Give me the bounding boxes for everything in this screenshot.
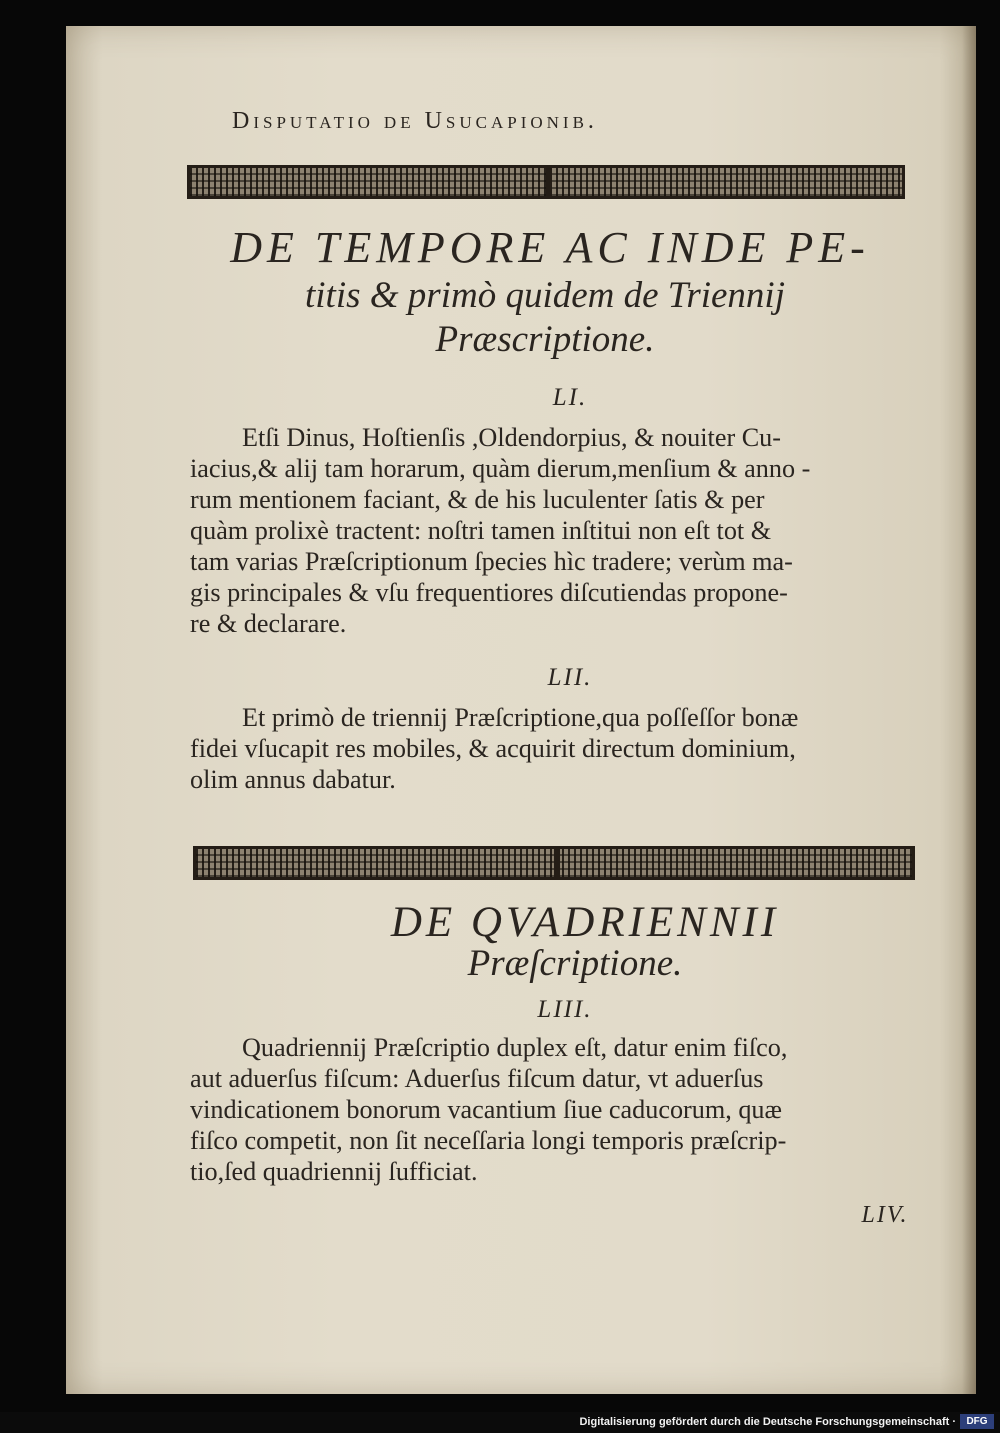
paragraph-line: olim annus dabatur. [190, 765, 396, 794]
paragraph-line: rum mentionem faciant, & de his luculenter ſatis & per [190, 485, 765, 514]
section2-heading-line1: DE QVADRIENNII [390, 899, 780, 946]
catchword-liv: LIV. [861, 1202, 909, 1228]
digitization-credit: Digitalisierung gefördert durch die Deutsche Forschungsgemeinschaft · [579, 1416, 956, 1428]
section2-heading-line2: Præſcriptione. [467, 943, 683, 984]
thesis-lii-paragraph [190, 702, 925, 795]
page-edge-shadow [962, 26, 976, 1394]
dfg-logo: DFG [960, 1414, 994, 1429]
woodcut-ornament-top [187, 165, 905, 199]
thesis-number-li: LI. [552, 384, 588, 411]
woodcut-ornament-middle [193, 846, 915, 880]
thesis-number-liii: LIII. [537, 996, 593, 1023]
thesis-liii-paragraph [190, 1032, 925, 1187]
ornament-divider [554, 846, 560, 880]
paragraph-line: aut aduerſus fiſcum: Aduerſus fiſcum datur, vt aduerſus [190, 1064, 764, 1093]
paragraph-line: fidei vſucapit res mobiles, & acquirit directum dominium, [190, 734, 796, 763]
paragraph-line: tio,ſed quadriennij ſufficiat. [190, 1157, 478, 1186]
paragraph-line: quàm prolixè tractent: noſtri tamen inſtitui non eſt tot & [190, 516, 772, 545]
thesis-li-paragraph [190, 422, 925, 639]
running-head: Disputatio de Usucapionib. [232, 108, 598, 134]
section1-heading-line2: titis & primò quidem de Triennij [305, 275, 785, 316]
paragraph-line: Etſi Dinus, Hoſtienſis ,Oldendorpius, & nouiter Cu- [242, 423, 781, 452]
section1-heading-line3: Præscriptione. [435, 319, 655, 360]
paragraph-line: vindicationem bonorum vacantium ſiue caducorum, quæ [190, 1095, 782, 1124]
thesis-number-lii: LII. [547, 664, 593, 691]
paragraph-line: iacius,& alij tam horarum, quàm dierum,menſium & anno - [190, 454, 811, 483]
section1-heading-line1: DE TEMPORE AC INDE PE- [230, 223, 870, 272]
paragraph-line: Quadriennij Præſcriptio duplex eſt, datur enim fiſco, [242, 1033, 788, 1062]
paragraph-line: tam varias Præſcriptionum ſpecies hìc tradere; verùm ma- [190, 547, 793, 576]
paragraph-line: fiſco competit, non ſit neceſſaria longi temporis præſcrip- [190, 1126, 787, 1155]
paragraph-line: gis principales & vſu frequentiores diſcutiendas propone- [190, 578, 788, 607]
paragraph-line: Et primò de triennij Præſcriptione,qua poſſeſſor bonæ [242, 703, 799, 732]
ornament-divider [546, 165, 552, 199]
paragraph-line: re & declarare. [190, 609, 347, 638]
